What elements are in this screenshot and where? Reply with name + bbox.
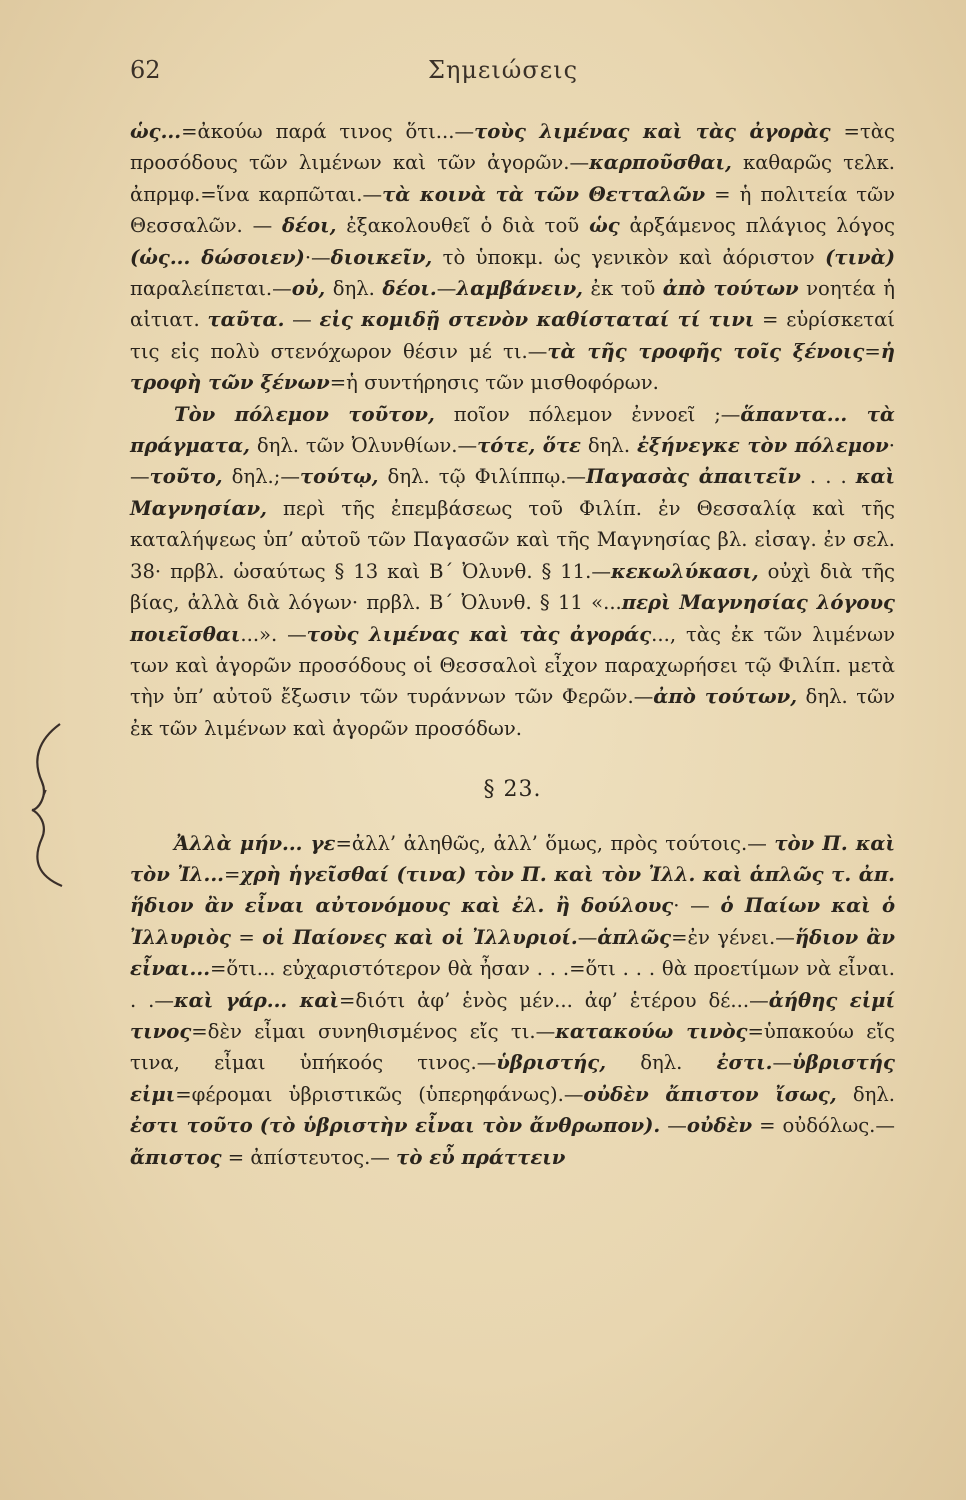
lemma: ὑβριστής,: [496, 1051, 607, 1075]
lemma: οὐ,: [291, 277, 326, 301]
page-header: [130, 56, 876, 96]
gloss: =δὲν εἶμαι συνηθισμένος εἴς τι.—: [191, 1019, 556, 1043]
gloss: —: [772, 1051, 793, 1075]
gloss: =: [224, 862, 241, 886]
lemma: ταῦτα.: [207, 308, 285, 332]
note-paragraph-2: [130, 399, 895, 744]
lemma: καὶ Μαγνησίαν,: [130, 465, 896, 520]
lemma: (τινὰ): [825, 245, 895, 269]
lemma: κεκωλύκασι,: [610, 559, 759, 583]
gloss: δηλ.: [580, 434, 637, 458]
lemma: εἰς κομιδῇ στενὸν καθίσταταί τί τινι: [319, 308, 755, 332]
gloss: —: [660, 1114, 687, 1138]
lemma: ὑβριστής εἰμι: [130, 1051, 895, 1106]
lemma: Παγασὰς ἀπαιτεῖν: [586, 465, 801, 489]
lemma: τούτῳ,: [299, 465, 379, 489]
gloss: —: [284, 308, 320, 332]
gloss: =φέρομαι ὑβριστικῶς (ὑπερηφάνως).—: [175, 1082, 584, 1106]
lemma: ἐστι τοῦτο: [130, 1114, 253, 1138]
lemma: καρποῦσθαι,: [589, 151, 732, 175]
lemma: οἱ Παίονες καὶ οἱ Ἰλλυριοί.: [262, 925, 578, 949]
gloss: δηλ.: [606, 1051, 717, 1075]
gloss: νοητέα ἡ αἰτιατ.: [130, 277, 896, 332]
gloss: —: [577, 925, 598, 949]
lemma: δέοι,: [282, 214, 337, 238]
lemma: ἐξήνεγκε τὸν πόλεμον: [637, 434, 889, 458]
lemma: δέοι.: [382, 277, 437, 301]
lemma: ἁπλῶς: [597, 925, 672, 949]
gloss: ἐκ τοῦ: [582, 277, 663, 301]
lemma: τοὺς λιμένας καὶ τὰς ἀγορὰς: [474, 120, 831, 143]
lemma: τότε, ὅτε: [477, 434, 581, 458]
gloss: δηλ. τῷ Φιλίππῳ.—: [378, 465, 587, 489]
lemma: Τὸν πόλεμον τοῦτον,: [174, 402, 435, 426]
lemma: ἀπὸ τούτων,: [653, 685, 798, 709]
gloss: δηλ.;—: [222, 465, 300, 489]
gloss: =: [864, 339, 881, 363]
gloss: καθαρῶς τελκ. ἀπρμφ.=ἵνα καρπῶται.—: [130, 151, 895, 206]
gloss: τὸ ὑποκμ. ὡς γενικὸν καὶ ἀόριστον: [432, 245, 826, 269]
lemma: Ἀλλὰ μήν... γε: [174, 831, 336, 855]
gloss: οὐχὶ διὰ τῆς βίας, ἀλλὰ διὰ λόγων· πρβλ. Β´ Ὀλυνθ. § 11 «...: [130, 559, 895, 615]
gloss: = ἡ πολιτεία τῶν Θεσσαλῶν. —: [130, 182, 895, 238]
gloss: =διότι ἀφ’ ἑνὸς μέν... ἀφ’ ἑτέρου δέ...—: [339, 988, 769, 1012]
gloss: δηλ.: [325, 277, 383, 301]
gloss: =: [230, 925, 263, 949]
lemma: τοῦτο,: [149, 465, 223, 489]
lemma: καὶ γάρ... καὶ: [173, 988, 339, 1012]
gloss: ..., τὰς ἐκ τῶν λιμένων των καὶ ἀγορῶν προσόδους οἱ Θεσσαλοὶ εἶχον παραχωρήσει τῷ Φιλίπ. μετὰ τὴν ὑπ’ αὐτοῦ ἔξωσιν τῶν τυράννων τῶν Φερῶν.—: [130, 622, 895, 709]
lemma: περὶ Μαγνησίας λόγους ποιεῖσθαι: [130, 591, 895, 646]
lemma: ἀπὸ τούτων: [662, 277, 799, 301]
lemma: οὐδὲν ἄπιστον ἴσως,: [583, 1082, 837, 1106]
note-paragraph-3: [130, 828, 895, 1173]
gloss: = ἀπίστευτος.—: [221, 1145, 397, 1169]
lemma: τὸν Π. καὶ τὸν Ἰλ...: [130, 831, 895, 886]
lemma: (ὡς... δώσοιεν): [130, 245, 305, 269]
section-heading: § 23.: [483, 777, 542, 803]
lemma: οὐδὲν: [686, 1114, 753, 1138]
lemma: (τὸ ὑβριστὴν εἶναι τὸν ἄνθρωπον).: [259, 1114, 661, 1138]
gloss: δηλ.: [836, 1082, 895, 1106]
lemma: ἡ τροφὴ τῶν ξένων: [130, 339, 895, 395]
lemma: τὸ εὖ πράττειν: [396, 1145, 566, 1169]
lemma: ὡς...: [130, 120, 182, 143]
page-number: 62: [130, 56, 161, 84]
lemma: ἄπιστος: [130, 1145, 222, 1169]
note-paragraph-1: [130, 116, 895, 399]
gloss: =ἐν γένει.—: [671, 925, 795, 949]
lemma: χρὴ ἡγεῖσθαί (τινα) τὸν Π. καὶ τὸν Ἰλλ. καὶ ἁπλῶς τ. ἀπ. ἥδιον ἂν εἶναι αὐτονόμους καὶ ἐλ. ἢ δούλους: [130, 862, 896, 918]
gloss: ποῖον πόλεμον ἐννοεῖ ;—: [434, 402, 741, 426]
gloss: =ἀλλ’ ἀληθῶς, ἀλλ’ ὅμως, πρὸς τούτοις.—: [335, 831, 775, 855]
lemma: τὰ τῆς τροφῆς τοῖς ξένοις: [547, 339, 865, 363]
gloss: = οὐδόλως.—: [752, 1114, 895, 1138]
gloss: [253, 1114, 260, 1137]
gloss: ·—: [130, 434, 895, 489]
lemma: ὁ Παίων καὶ ὁ Ἰλλυριὸς: [130, 894, 896, 949]
lemma: κατακούω τινὸς: [555, 1019, 748, 1043]
lemma: διοικεῖν,: [330, 245, 433, 269]
gloss: =τὰς προσόδους τῶν λιμένων καὶ τῶν ἀγορῶν.—: [130, 120, 895, 175]
gloss: παραλείπεται.—: [130, 277, 292, 301]
gloss: ·—: [304, 245, 331, 269]
gloss: =ὑπακούω εἴς τινα, εἶμαι ὑπήκοός τινος.—: [130, 1019, 895, 1075]
gloss: δηλ. τῶν Ὀλυνθίων.—: [249, 434, 478, 458]
gloss: δηλ. τῶν ἐκ τῶν λιμένων καὶ ἀγορῶν προσόδων.: [130, 685, 895, 740]
lemma: ὡς: [589, 214, 620, 238]
handwritten-brace-mark: [28, 720, 68, 890]
gloss: . . .: [800, 465, 856, 489]
gloss: περὶ τῆς ἐπεμβάσεως τοῦ Φιλίπ. ἐν Θεσσαλίᾳ καὶ τῆς καταλήψεως ὑπ’ αὐτοῦ τῶν Παγασῶν καὶ τῆς Μαγνησίας βλ. εἰσαγ. ἐν σελ. 38· πρβλ. ὡσαύτως § 13 καὶ Β´ Ὀλυνθ. § 11.—: [130, 496, 895, 583]
gloss: ἀρξάμενος πλάγιος λόγος: [619, 214, 895, 238]
lemma: ἥδιον ἂν εἶναι...: [130, 925, 896, 981]
lemma: τὰ κοινὰ τὰ τῶν Θετταλῶν: [382, 182, 706, 206]
running-title: Σημειώσεις: [427, 56, 579, 84]
gloss: = εὑρίσκεταί τις εἰς πολὺ στενόχωρον θέσιν μέ τι.—: [130, 308, 895, 363]
gloss: =ἡ συντήρησις τῶν μισθοφόρων.: [329, 371, 659, 395]
lemma: τοὺς λιμένας καὶ τὰς ἀγοράς: [306, 622, 652, 646]
lemma: ἅπαντα... τὰ πράγματα,: [130, 402, 895, 458]
notes-body: [130, 116, 895, 1173]
gloss: ...». —: [240, 622, 307, 646]
lemma: ἀήθης εἰμί τινος: [130, 988, 895, 1043]
gloss: ἐξακολουθεῖ ὁ διὰ τοῦ: [336, 214, 590, 238]
gloss: · —: [673, 894, 721, 918]
lemma: λαμβάνειν,: [456, 277, 583, 301]
gloss: —: [436, 277, 457, 301]
gloss: =ὅτι... εὐχαριστότερον θὰ ἦσαν . . .=ὅτι . . . θὰ προετίμων νὰ εἶναι. . .—: [130, 957, 895, 1012]
gloss: =ἀκούω παρά τινος ὅτι...—: [181, 120, 475, 143]
lemma: ἐστι.: [716, 1051, 773, 1075]
